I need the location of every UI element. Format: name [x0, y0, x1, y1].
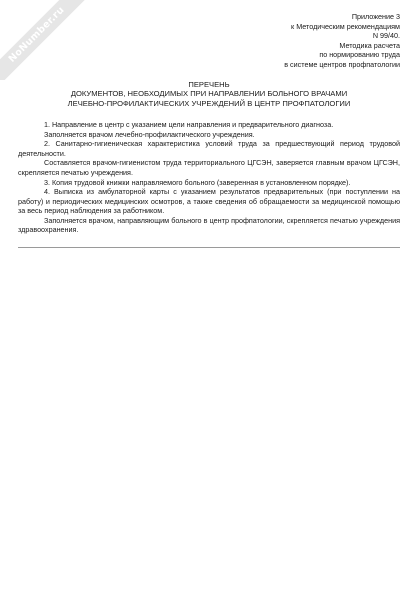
document-title [18, 80, 400, 109]
paragraph: Составляется врачом-гигиенистом труда территориального ЦГСЭН, заверяется главным врачом ЦГСЭН, скрепляется печатью учреждения. [18, 158, 400, 177]
paragraph: 2. Санитарно-гигиеническая характеристика условий труда за предшествующий период трудовой деятельности. [18, 139, 400, 158]
title-line: ДОКУМЕНТОВ, НЕОБХОДИМЫХ ПРИ НАПРАВЛЕНИИ БОЛЬНОГО ВРАЧАМИ [70, 89, 348, 99]
title-line: ПЕРЕЧЕНЬ [188, 79, 230, 89]
appendix-header [18, 12, 400, 70]
title-line: ЛЕЧЕБНО-ПРОФИЛАКТИЧЕСКИХ УЧРЕЖДЕНИЙ В ЦЕНТР ПРОФПАТОЛОГИИ [67, 99, 351, 109]
horizontal-divider [18, 247, 400, 248]
paragraph: 4. Выписка из амбулаторной карты с указанием результатов предварительных (при поступлении на работу) и периодических медицинских осмотров, а также сведения об обращаемости за медицинской помощью за весь период наблюдения за работником. [18, 187, 400, 216]
appendix-line: Приложение 3 [351, 12, 400, 21]
paragraph: 3. Копия трудовой книжки направляемого больного (заверенная в установленном порядке). [44, 177, 351, 187]
document-body [18, 120, 400, 235]
appendix-line: Методика расчета [339, 40, 400, 50]
appendix-line: по нормированию труда [319, 50, 400, 60]
paragraph: Заполняется врачом лечебно-профилактического учреждения. [44, 129, 255, 139]
appendix-line: к Методическим рекомендациям [291, 21, 400, 31]
appendix-line: в системе центров профпатологии [284, 59, 400, 69]
watermark-text: NoNumber.ru [0, 0, 96, 80]
appendix-line: N 99/40. [372, 31, 400, 41]
document-page [18, 12, 400, 235]
paragraph: Заполняется врачом, направляющим больного в центр профпатологии, скрепляется печатью учреждения здравоохранения. [18, 215, 400, 235]
paragraph: 1. Направление в центр с указанием цели направления и предварительного диагноза. [44, 119, 334, 129]
